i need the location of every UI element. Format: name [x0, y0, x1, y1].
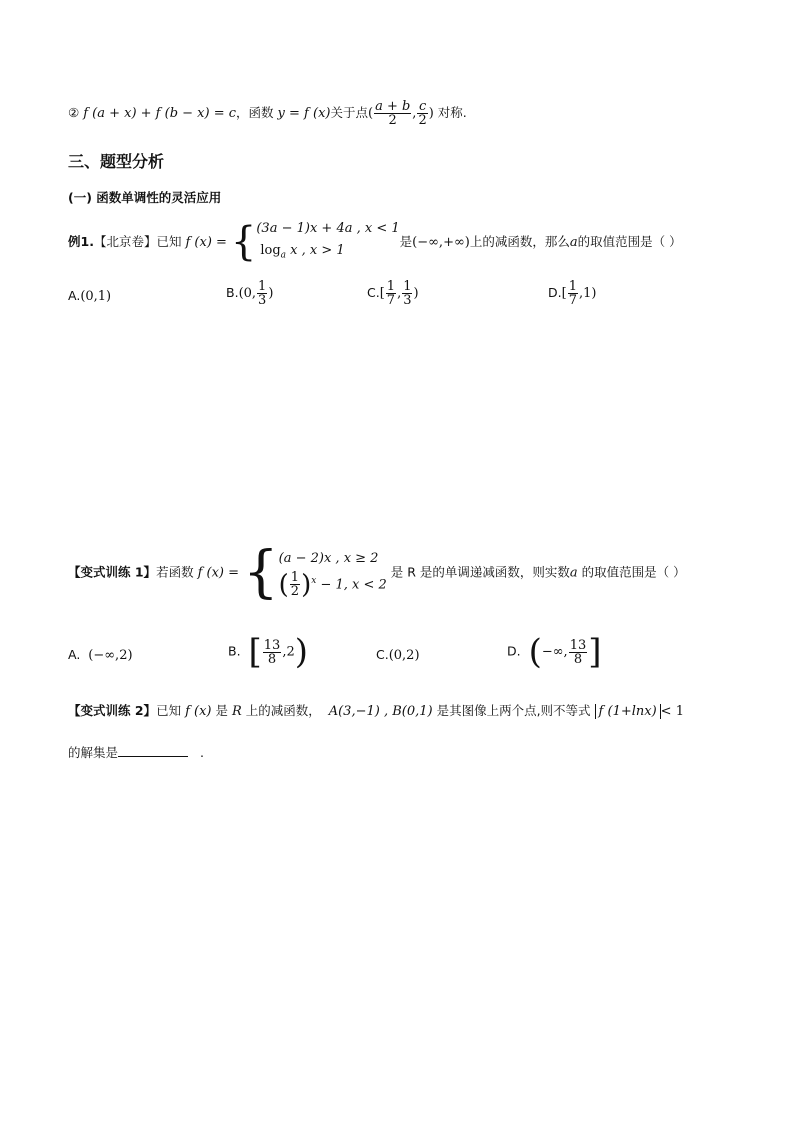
variant-1 [68, 540, 686, 605]
points: A(3,−1) , B(0,1) [328, 704, 433, 719]
comma: ， [236, 105, 249, 120]
equation: f (a + x) + f (b − x) = c [83, 106, 237, 121]
interval: (−∞,+∞) [412, 234, 470, 250]
section-title: 三、题型分析 [68, 152, 165, 171]
answer-line [68, 742, 204, 761]
text: 已知 [156, 233, 182, 249]
fraction: $\frac{a + b}{2}$ [375, 99, 411, 128]
variant-label: 【变式训练 2】 [68, 703, 157, 718]
option-c: C.(0,2) [376, 647, 420, 663]
text: 是其图像上两个点,则不等式 [436, 703, 591, 718]
text: 是 [399, 233, 413, 249]
variant-2 [68, 701, 684, 719]
property-line: ② f (a + x) + f (b − x) = c，函数 y = f (x)关于点( $\frac{a + b}{2}$ , $\frac{c}{2}$ ) 对称. [68, 99, 467, 128]
variable: a [569, 234, 578, 250]
text: 上的减函数， [245, 703, 321, 718]
option-a: A.(0,1) [68, 288, 112, 304]
function-expr: y = f (x) [277, 106, 331, 121]
text: 若函数 [156, 564, 194, 580]
brace: { [230, 219, 257, 266]
circled-marker: ② [68, 105, 80, 120]
source-tag: 【北京卷】 [93, 233, 157, 249]
text: 函数 [248, 105, 274, 120]
option-b: B.(0, $\frac{1}{3}$ ) [226, 279, 274, 308]
option-d: D. (−∞, $\frac{13}{8}$ ] [507, 632, 602, 672]
example-1 [68, 218, 682, 267]
absolute-value: f (1+lnx) [595, 704, 661, 719]
function-expr: f (x) = [185, 234, 227, 250]
piecewise-cases: (3a − 1)x + 4a , x < 1 $\log_a x$ , x > 1 [256, 221, 400, 261]
text: 关于点 [330, 105, 368, 120]
text: 的解集是 [68, 745, 119, 760]
variable: a [569, 565, 578, 581]
answer-blank[interactable] [118, 742, 188, 757]
option-b: B. [ $\frac{13}{8}$ ,2) [228, 632, 308, 672]
text: 的取值范围是（ ） [577, 233, 682, 249]
inequality-rhs: < 1 [660, 704, 684, 719]
function-expr: f (x) [185, 704, 212, 719]
brace: { [243, 540, 279, 605]
option-a: A. (−∞,2) [68, 647, 133, 663]
text: 上的减函数，那么 [469, 233, 570, 249]
text: 的取值范围是（ ） [581, 564, 686, 580]
period: . [199, 745, 204, 760]
subsection-title: (一) 函数单调性的灵活应用 [68, 190, 222, 205]
text: 已知 [156, 703, 182, 718]
piecewise-cases: (a − 2)x , x ≥ 2 ( $\frac{1}{2}$ )$^x$ − 1, x < 2 [278, 550, 387, 600]
example-label: 例1. [68, 233, 94, 249]
text: 是 R 是的单调递减函数，则实数 [390, 564, 570, 580]
fraction: $\frac{c}{2}$ [418, 99, 427, 128]
text: 对称. [437, 105, 467, 120]
variant-label: 【变式训练 1】 [68, 564, 157, 580]
function-expr: f (x) = [197, 565, 240, 581]
text: 是 [215, 703, 228, 718]
option-c: C.[ $\frac{1}{7}$ , $\frac{1}{3}$ ) [367, 279, 419, 308]
set-r: R [231, 704, 242, 719]
option-d: D.[ $\frac{1}{7}$ ,1) [548, 279, 597, 308]
